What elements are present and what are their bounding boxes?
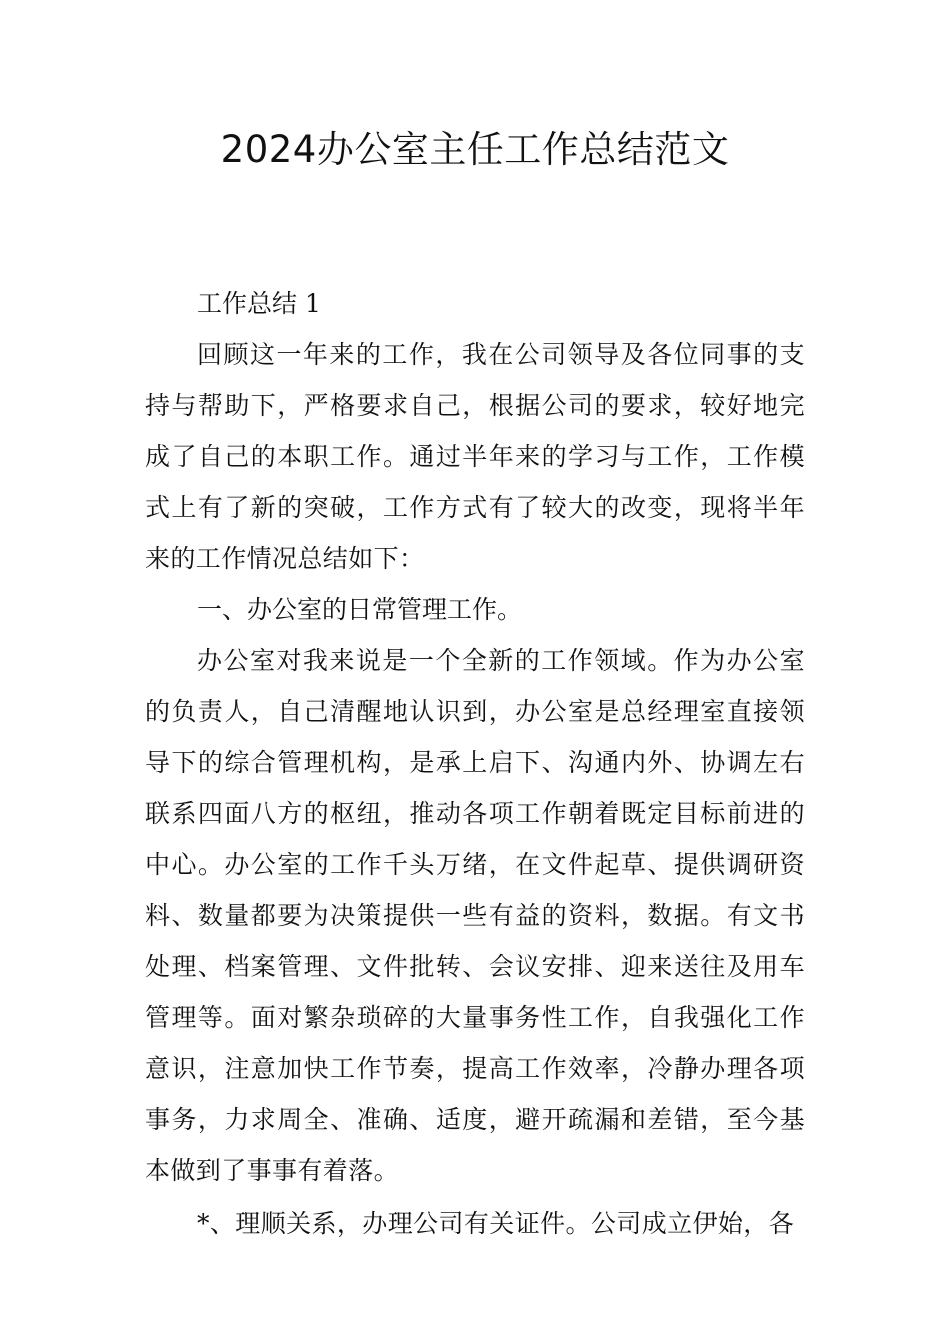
document-body [145, 278, 805, 1249]
section-heading-daily-management: 一、办公室的日常管理工作。 [197, 595, 523, 624]
section-label: 工作总结 1 [197, 289, 321, 318]
paragraph-relations: *、理顺关系，办理公司有关证件。公司成立伊始，各 [197, 1209, 795, 1238]
paragraph-office-role: 办公室对我来说是一个全新的工作领域。作为办公室的负责人，自己清醒地认识到，办公室是总经理室直接领导下的综合管理机构，是承上启下、沟通内外、协调左右联系四面八方的枢纽，推动各项工作朝着既定目标前进的中心。办公室的工作千头万绪，在文件起草、提供调研资料、数量都要为决策提供一些有益的资料，数据。有文书处理、档案管理、文件批转、会议安排、迎来送往及用车管理等。面对繁杂琐碎的大量事务性工作，自我强化工作意识，注意加快工作节奏，提高工作效率，冷静办理各项事务，力求周全、准确、适度，避开疏漏和差错，至今基本做到了事事有着落。 [145, 646, 805, 1185]
document-title: 2024办公室主任工作总结范文 [220, 128, 730, 171]
paragraph-intro: 回顾这一年来的工作，我在公司领导及各位同事的支持与帮助下，严格要求自己，根据公司的要求，较好地完成了自己的本职工作。通过半年来的学习与工作，工作模式上有了新的突破，工作方式有了较大的改变，现将半年来的工作情况总结如下： [145, 340, 805, 573]
